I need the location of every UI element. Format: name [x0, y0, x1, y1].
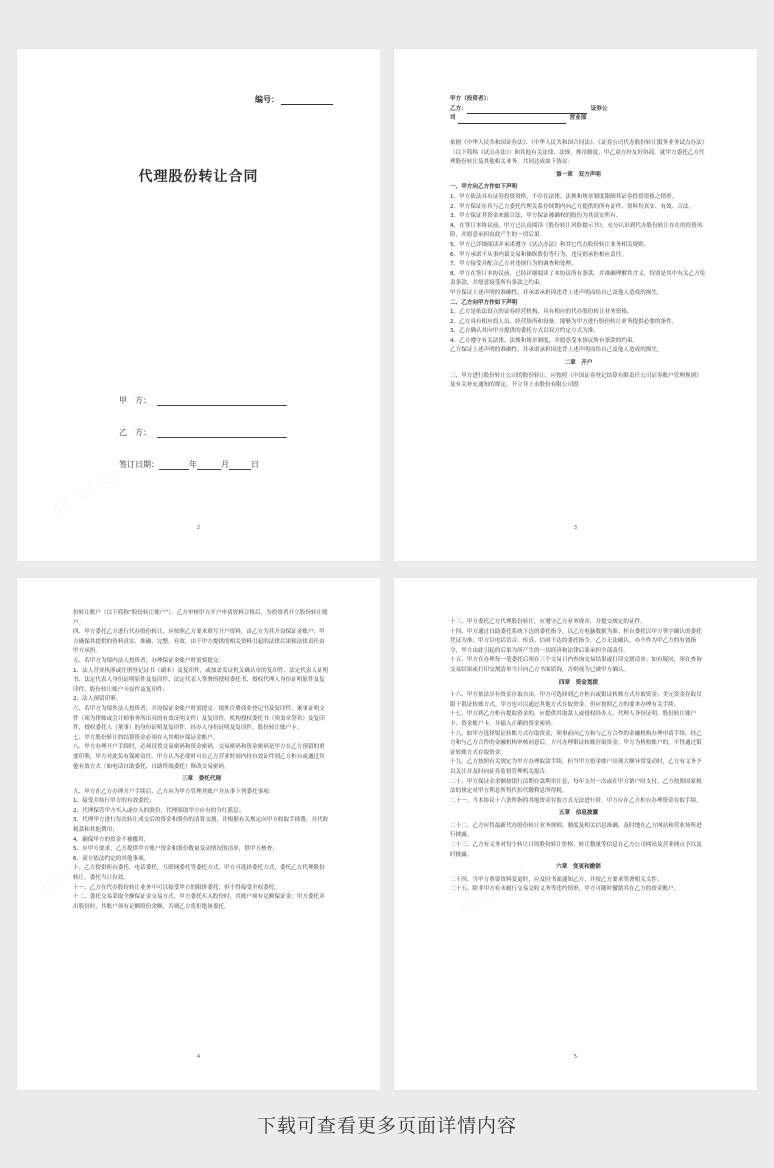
clause-paragraph: 4、乙方遵守有关法律、法规和规章制度，并愿意受本协议所有条款的约束。: [450, 337, 639, 344]
clause-paragraph: 二十、甲方保证金余额按银行活期存款利率计息，每年支付一次或在甲方销户时支付，乙方按照国家税法的规定对甲方利息所得代扣代缴利息所得税。: [450, 778, 702, 795]
chapter-heading: 第一章 双方声明: [556, 171, 601, 178]
sign-date-row: [119, 459, 259, 470]
page4-body: [73, 609, 330, 912]
day-blank: [229, 461, 251, 470]
chapter-heading: 二章 开户: [564, 360, 593, 367]
watermark: [46, 461, 126, 521]
page-number: 3: [573, 525, 578, 531]
section-heading: 一、甲方向乙方作如下声明: [450, 184, 518, 191]
clause-paragraph: 7、甲方接受并配合乙方对违规行为的调查和处理。: [450, 261, 577, 268]
party-b-line: [450, 105, 707, 115]
chapter-heading: 五章 信息披露: [558, 810, 599, 817]
document-page-4: [17, 578, 380, 1090]
download-more-caption[interactable]: 下载可查看更多页面详情内容: [256, 1115, 517, 1137]
party-block: [450, 95, 707, 124]
clause-paragraph: 二十二、乙方应将最新代办股份转让业务规则、制度及相关信息准确、及时地在乙方网站和营业场所进行披露。: [450, 822, 702, 839]
month-blank: [197, 461, 221, 470]
clause-paragraph: 十七、甲方到乙方柜台提取资金的，应提供其取款人或授权经办人、代理人身份证明、股份转让账户卡、资金账户卡，并输入正确的资金密码。: [450, 711, 697, 727]
page5-body: [450, 618, 707, 895]
clause-paragraph: 4、确保甲方的资金不被挪用；: [73, 836, 150, 843]
clause-paragraph: 十五、甲方在办理每一笔委托后须在三个交易日内查询交易结果或打印交割清单；如有疑问，须在查询交易结果或打印交割清单当日向乙方书面质询，否则视为已被甲方确认。: [450, 657, 702, 673]
clause-paragraph: 1、接受并执行甲方的有效委托；: [73, 798, 155, 805]
clause-paragraph: 六、若甲方为境外法人投资者，开设保证金账户时需提交：境外注册商业登记书及复印件，董事证明文件（须为律师或会计师事务所出具的有效证明文件）及复印件，机构授权委托书（须盖章签名）及复印件，授权委托人（董事）的身份证明及复印件，经办人身份证明及复印件，股份转让账户卡。: [73, 705, 325, 732]
page-number: 2: [196, 525, 201, 531]
clause-paragraph: 十三、甲方委托乙方代理股份转让，应遵守乙方业务规章，并提交规定的证件。: [450, 619, 646, 625]
contract-title: 代理股份转让合同: [138, 169, 259, 185]
clause-paragraph: 十、乙方提供柜台委托、电话委托、互联网委托等委托方式。甲方可选择委托方式，委托乙方代理股份转让，委托当日有效。: [73, 865, 325, 882]
serial-label: 编号：: [255, 95, 279, 104]
party-a-label: 甲 方：: [119, 396, 151, 405]
clause-paragraph: 二十五、除非甲方有未履行交易交收义务等违约情形，甲方可随时撤销其在乙方的资金账户。: [450, 886, 680, 893]
clause-paragraph: 3、乙方确认其向甲方提供的委托方式以双方约定方式为准。: [450, 328, 599, 335]
clause-paragraph: 4、在签订本协议前，甲方已认真阅读《股份转让风险提示书》，充分认识到代办股份转让存在的投资风险，并愿意承担由此产生的一切后果。: [450, 222, 703, 239]
page-number: 5: [573, 1054, 578, 1060]
clause-paragraph: 十八、如甲方选择银证转账方式存取资金，须事前向乙方和与乙方合作的金融机构办理申请手续，经乙方和与乙方合作的金融机构审核同意后，方可办理银证转账存取资金。甲方为机构账户的，不得通过银证转账方式存取资金。: [450, 730, 702, 756]
clause-paragraph: 乙方保证上述声明的准确性，并承诺承担因违背上述声明而给自己及他人造成的损失。: [450, 347, 663, 354]
clause-paragraph: 十四、甲方通过自助委托系统下达的委托指令，以乙方电脑数据为准；柜台委托以甲方签字确认的委托凭证为准；甲方以电话语音、传真、信函下达的委托指令，乙方无法确认，亦不作为甲乙方的有效指令，甲方由此引起的后果为所产生的一切经济和法律后果承担全部责任。: [450, 628, 702, 654]
clause-paragraph: 七、甲方股份转让的结算资金必须存入其相应保证金账户。: [73, 734, 219, 741]
date-label: 签订日期：: [119, 460, 159, 469]
section-heading: 二、乙方向甲方作如下声明: [450, 299, 518, 306]
month-label: 月: [221, 460, 229, 469]
clause-paragraph: 8、甲方在签订本协议前，已经详细阅读了本协议所有条款，并准确理解其含义，特别是其中有关乙方免责条款，并愿意接受所有条款之约束。: [450, 270, 706, 287]
page-number: 4: [196, 1054, 201, 1060]
clause-paragraph: 十六、甲方依法享有资金存取自由。甲方可选择到乙方柜台或银证转账方式存取资金；美元资金存取仅限于银证转账方式。甲方也可以通过其他方式存取资金，但应按照乙方的要求办理有关手续。: [450, 692, 702, 708]
clause-paragraph: 甲方保证上述声明的准确性，并承诺承担因违背上述声明而给自己及他人造成的损失。: [450, 289, 663, 296]
clause-paragraph: 1、法人营业执照或注册登记证书（副本）及复印件，或加盖发证机关确认章的复印件、法定代表人证明书、法定代表人身份证明原件及复印件、法定代表人签署的授权委托书、授权代理人身份证明原件及复印件、股份转让账户卡原件及复印件；: [73, 667, 329, 693]
party-b-company-suffix: 证券公: [590, 105, 608, 112]
clause-paragraph: 十九、乙方按照有关规定为甲方办理取款手续。但当甲方资金账户出现大额异常变动时，乙方有义务予以关注并及时向证券监督管理机关报告。: [450, 759, 702, 775]
party-b-branch-label: 营业部: [569, 115, 587, 122]
clause-paragraph: 2、法人预留印鉴。: [73, 696, 122, 703]
clause-paragraph: 2、甲方保证在其与乙方委托代理关系存续期内向乙方提供的所有证件、资料均真实、有效、合法。: [450, 203, 695, 210]
party-b-sign-row: [119, 427, 287, 438]
clause-paragraph: 二十三、乙方有义务对每个转让日的股份转让价格、转让数量等信息在乙方公司网站及营业网点予以及时披露。: [450, 842, 702, 858]
party-a-line: [157, 397, 287, 406]
serial-blank-line: [281, 96, 333, 105]
clause-paragraph: 5、应甲方要求，乙方提供甲方账户资金和股份数量变动情况的清单，供甲方核查；: [73, 846, 278, 853]
serial-number-label: [255, 94, 333, 105]
clause-paragraph: 二十四、当甲方重要资料变更时，应及时书面通知乙方，并按乙方要求签署相关文件。: [450, 876, 663, 883]
chapter-heading: 三章 委托代理: [181, 776, 222, 783]
clause-paragraph: 6、双方依法约定的其他事项。: [73, 855, 150, 862]
clause-paragraph: 九、甲方在乙方办理开户手续后，乙方应为甲方管理其账户并从事下列委托事项：: [73, 788, 275, 795]
page3-body: [450, 139, 707, 391]
clause-paragraph: 三、甲方进行股份转让公司的股份转让，应按照《中国证券登记结算有限责任公司证券账户管理规则》及有关补充通知的规定，开立非上市股份有限公司股: [450, 372, 702, 389]
document-page-cover: [17, 49, 380, 561]
chapter-heading: 六章 变更和撤销: [556, 864, 601, 871]
day-label: 日: [251, 460, 259, 469]
chapter-heading: 四章 资金划拨: [558, 679, 599, 686]
clause-paragraph: 二十一、当本协议十六条所指的其他资金存取方式无法进行时，甲方应在乙方柜台办理资金存取手续。: [450, 797, 702, 804]
party-b-label: 乙方：: [450, 105, 467, 112]
year-label: 年: [189, 460, 197, 469]
clause-paragraph: 1、甲方依法具有证券投资资格，不存在法律、法规和规章制度限制其证券投资资格之情形。: [450, 193, 678, 200]
party-b-branch-blank: [458, 116, 566, 124]
party-a-sign-row: [119, 395, 287, 406]
clause-paragraph: 四、甲方委托乙方进行代办股份转让，应按照乙方要求填写开户资料，由乙方为其开设保证金账户；甲方确保其提供的资料真实、准确、完整、有效。由于甲方提供的相关资料引起的法律后果和法律责任由甲方承担。: [73, 629, 325, 655]
party-b-blank: [467, 106, 587, 114]
clause-paragraph: 3、甲方保证其资金来源合法，甲方保证被确权的股份为其真实所有。: [450, 213, 622, 220]
clause-paragraph: 5、甲方已详细阅读并承诺遵守《试点办法》和其它代办股份转让业务相关规则。: [450, 241, 650, 248]
clause-paragraph: 2、乙方具有相应的人员、经营场所和设备，能够为甲方进行股份转让业务提供必要的条件。: [450, 318, 678, 325]
clause-paragraph: 五、若甲方为境内法人投资者，办理保证金账户时需要提交：: [73, 657, 225, 664]
party-a-line: [450, 95, 707, 105]
party-b-line: [157, 429, 287, 438]
clause-paragraph: 6、甲方承诺不从事内幕交易和操纵股份等行为，违反则承担相应责任。: [450, 251, 627, 258]
document-page-3: [394, 49, 757, 561]
clause-paragraph: 依据《中华人民共和国证券法》、《中华人民共和国合同法》、《证券公司代办股份转让服务业务试点办法》（以下简称《试点办法》）和其他有关法律、法规、规章制度，甲乙双方经友好协商，就甲方委托乙方代理股份转让及其他相关业务，共同达成如下协议：: [450, 140, 705, 166]
clause-paragraph: 1、乙方是依法设立的证券经营机构，具有相应的代办股份转让业务资格。: [450, 309, 633, 316]
party-b-label: 乙 方：: [119, 428, 151, 437]
clause-paragraph: 八、甲方办理开户手续时，必须设置交易密码和资金密码。交易密码和资金密码是甲方在乙方预留的重要印鉴，甲方对此负有保密责任。甲方认为必要时可在乙方营业时间内持有效证件到乙方柜台或通过其他有效方式（如电话自助委托、自助终端委托）修改交易密码。: [73, 744, 325, 770]
clause-paragraph: 十一、乙方在代办股份转让业务中可以接受甲方的限价委托，但不得接受全权委托。: [73, 884, 280, 891]
clause-paragraph: 2、代理保管甲方买入或存入的股份，代理领取甲方应有的分红派息；: [73, 807, 245, 814]
year-blank: [159, 461, 189, 470]
document-page-5: [394, 578, 757, 1090]
party-b-si: 司: [450, 115, 456, 122]
clause-paragraph: 份转让账户（以下简称“股份转让账户”），乙方审核甲方开户申请资料合格后，为投资者开立股份转让账户。: [73, 610, 328, 626]
party-b-branch-line: [450, 114, 707, 124]
clause-paragraph: 3、代理甲方进行每次转让成交后的资金和股份的清算交割，并根据有关规定向甲方收取手续费，并代收税款和其他费用；: [73, 817, 329, 834]
party-a-label: 甲方（投资者）：: [450, 96, 492, 102]
clause-paragraph: 十二、委托交易采取全额保证金交易方式。甲方委托买入股份时，其账户须有足额保证金；甲方委托卖出股份时，其账户须有足额股份余额，否则乙方将拒绝该委托。: [73, 894, 325, 910]
